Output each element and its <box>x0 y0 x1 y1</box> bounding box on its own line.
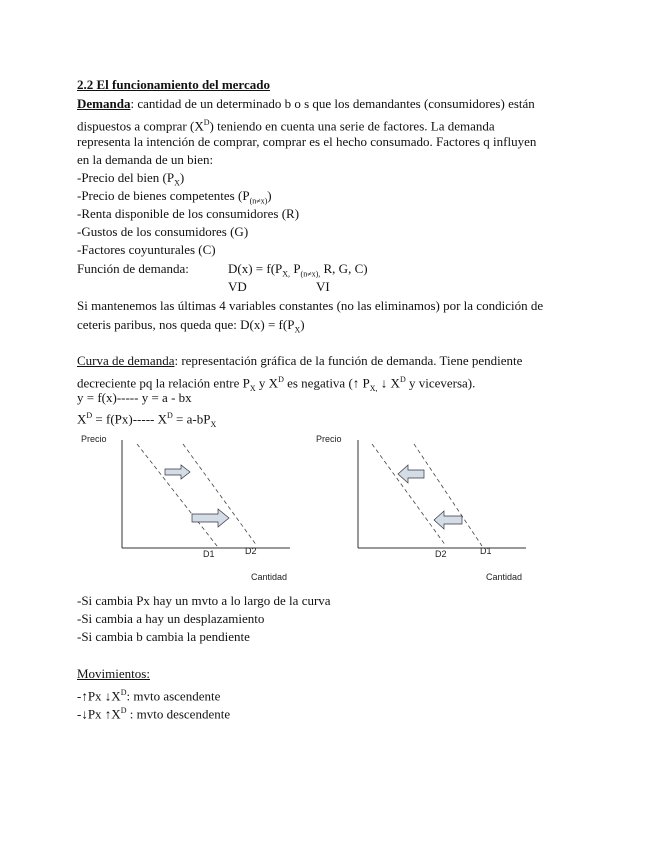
text: D(x) = f(P <box>228 261 283 276</box>
text: : mvto ascendente <box>126 688 221 704</box>
funcion-formula <box>228 260 368 284</box>
curve-label-d2: D2 <box>245 546 257 556</box>
demand-graph-right <box>314 430 544 588</box>
text: : representación gráfica de la función de demanda. Tiene pendiente <box>174 353 523 368</box>
subscript: X <box>249 383 256 393</box>
movimiento-item <box>77 702 230 723</box>
ceteris-line-1: Si mantenemos las últimas 4 variables constantes (no las eliminamos) por la condición de <box>77 298 544 313</box>
demanda-definition-line-3: representa la intención de comprar, comprar es el hecho consumado. Factores q influyen <box>77 134 537 149</box>
superscript: D <box>120 688 127 697</box>
curve-label-d2: D2 <box>435 549 447 559</box>
demand-curve-d1 <box>414 444 482 546</box>
change-item: -Si cambia a hay un desplazamiento <box>77 611 265 626</box>
shift-right-arrow <box>192 509 229 527</box>
demand-graph-left <box>75 430 305 588</box>
subscript: (n≠x) <box>249 196 268 206</box>
subscript: X <box>174 178 180 188</box>
factor-item: -Renta disponible de los consumidores (R) <box>77 206 300 221</box>
superscript: D <box>86 411 93 420</box>
change-item: -Si cambia b cambia la pendiente <box>77 629 250 644</box>
text: ) <box>179 170 185 185</box>
text: ) teniendo en cuenta una serie de factores. La demanda <box>209 118 495 134</box>
text: -↑Px ↓X <box>77 688 121 704</box>
demand-curve-d2 <box>183 444 257 546</box>
demanda-def-text: : cantidad de un determinado b o s que los demandantes (consumidores) están <box>130 96 535 111</box>
xlabel: Cantidad <box>251 572 288 582</box>
shift-right-arrow <box>165 465 190 479</box>
factor-item: -Gustos de los consumidores (G) <box>77 224 249 239</box>
text: = a-bP <box>172 411 211 427</box>
superscript: D <box>278 375 284 384</box>
demanda-term: Demanda <box>77 96 131 111</box>
text: ↓ X <box>377 375 400 391</box>
xlabel: Cantidad <box>486 572 523 582</box>
ylabel: Precio <box>316 434 342 444</box>
text: decreciente pq la relación entre P <box>77 375 250 391</box>
curva-line-1 <box>77 352 522 370</box>
factor-item: -Factores coyunturales (C) <box>77 242 216 257</box>
subscript: X, <box>282 269 291 279</box>
text: : mvto descendente <box>126 706 231 722</box>
subscript: X <box>210 419 217 429</box>
superscript: D <box>203 118 210 127</box>
shift-left-arrow <box>398 465 424 483</box>
text: ) <box>267 188 272 203</box>
subscript: (n≠x), <box>300 269 321 279</box>
shift-left-arrow <box>434 511 462 529</box>
demanda-definition-line-1 <box>77 95 535 113</box>
text: -Precio del bien (P <box>77 170 175 185</box>
funcion-label: Función de demanda: <box>77 261 189 276</box>
curve-label-d1: D1 <box>480 546 492 556</box>
text: y viceversa). <box>405 375 476 391</box>
text: R, G, C) <box>320 261 368 276</box>
text: = f(Px)----- X <box>92 411 168 427</box>
demand-curve-d2 <box>372 444 446 546</box>
text: ) <box>300 317 305 332</box>
equation-1: y = f(x)----- y = a - bx <box>77 390 192 405</box>
curva-term: Curva de demanda <box>77 353 175 368</box>
text: y X <box>255 375 279 391</box>
vi-label: VI <box>316 279 330 294</box>
ylabel: Precio <box>81 434 107 444</box>
text: P <box>290 261 301 276</box>
superscript: D <box>120 706 127 715</box>
movimientos-title: Movimientos: <box>77 666 150 681</box>
superscript: D <box>167 411 173 420</box>
vd-label: VD <box>228 279 247 294</box>
text: es negativa (↑ P <box>283 375 370 391</box>
text: -Precio de bienes competentes (P <box>77 188 250 203</box>
change-item: -Si cambia Px hay un mvto a lo largo de la curva <box>77 593 331 608</box>
text: ceteris paribus, nos queda que: D(x) = f(P <box>77 317 295 332</box>
subscript: X, <box>369 383 378 393</box>
text: X <box>77 411 87 427</box>
text: -↓Px ↑X <box>77 706 121 722</box>
demanda-definition-line-4: en la demanda de un bien: <box>77 152 214 167</box>
superscript: D <box>399 375 406 384</box>
section-heading: 2.2 El funcionamiento del mercado <box>77 77 270 92</box>
text: dispuestos a comprar (X <box>77 118 204 134</box>
subscript: X <box>294 325 301 335</box>
demand-curve-d1 <box>137 444 217 546</box>
ceteris-line-2 <box>77 316 305 340</box>
curve-label-d1: D1 <box>203 549 215 559</box>
